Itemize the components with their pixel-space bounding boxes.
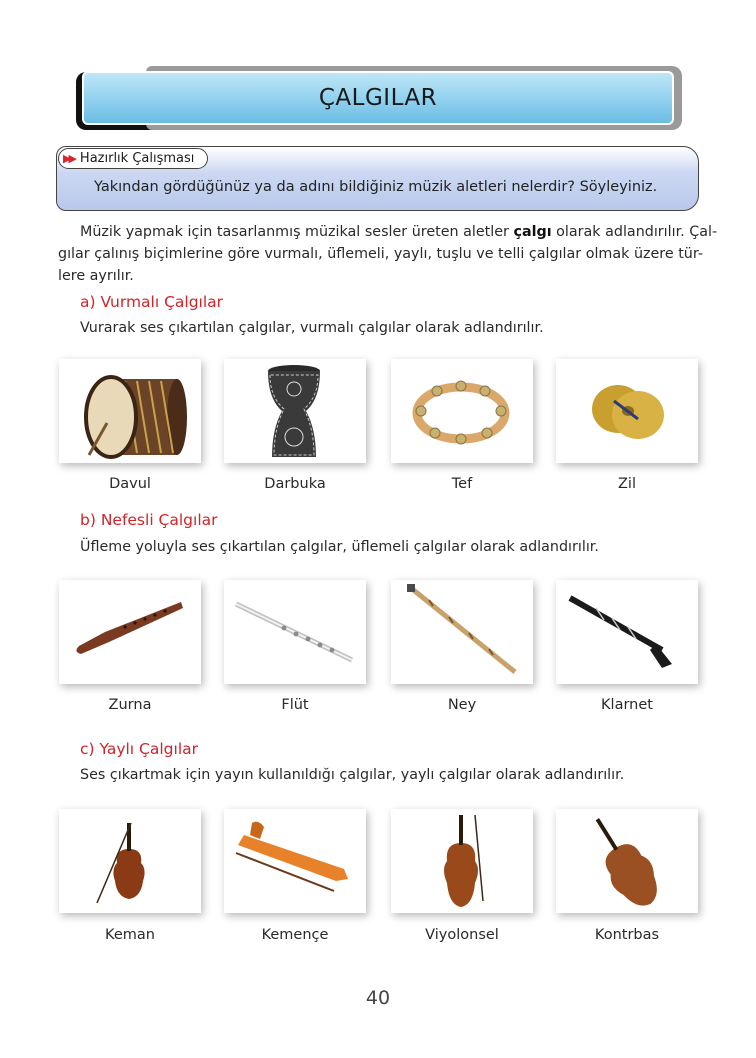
- page-number: 40: [365, 987, 391, 1009]
- caption-flut: Flüt: [281, 697, 309, 713]
- zil-cymbals-photo: [556, 359, 698, 463]
- caption-klarnet: Klarnet: [601, 697, 653, 713]
- double-arrow-icon: ▶▶: [63, 152, 74, 165]
- title-banner: [76, 66, 682, 132]
- davul-drum-photo: [59, 359, 201, 463]
- caption-kontrbas: Kontrbas: [594, 927, 660, 943]
- caption-kemence: Kemençe: [261, 927, 329, 943]
- caption-tef: Tef: [451, 476, 473, 492]
- caption-zurna: Zurna: [108, 697, 152, 713]
- section-description-nefesli: Üfleme yoluyla ses çıkartılan çalgılar, üflemeli çalgılar olarak adlandırılır.: [80, 539, 599, 555]
- intro-line-3: lere ayrılır.: [58, 268, 134, 284]
- preparation-tab: [58, 148, 208, 169]
- preparation-label: Hazırlık Çalışması: [79, 151, 195, 166]
- title-bar: [82, 71, 674, 125]
- caption-viyolonsel: Viyolonsel: [425, 927, 499, 943]
- section-heading-yayli: c) Yaylı Çalgılar: [80, 740, 198, 758]
- double-bass-photo: [556, 809, 698, 913]
- caption-keman: Keman: [105, 927, 155, 943]
- page-title: ÇALGILAR: [318, 85, 438, 111]
- section-description-vurmali: Vurarak ses çıkartılan çalgılar, vurmalı çalgılar olarak adlandırılır.: [80, 320, 544, 336]
- intro-text: olarak adlandırılır. Çal-: [551, 224, 718, 240]
- preparation-question: Yakından gördüğünüz ya da adını bildiğiniz müzik aletleri nelerdir? Söyleyiniz.: [94, 179, 658, 195]
- intro-text: Müzik yapmak için tasarlanmış müzikal sesler üreten aletler: [80, 224, 514, 240]
- caption-ney: Ney: [447, 697, 477, 713]
- ney-photo: [391, 580, 533, 684]
- intro-bold-term: çalgı: [513, 224, 552, 240]
- caption-zil: Zil: [618, 476, 636, 492]
- section-description-yayli: Ses çıkartmak için yayın kullanıldığı çalgılar, yaylı çalgılar olarak adlandırılır.: [80, 767, 625, 783]
- darbuka-photo: [224, 359, 366, 463]
- clarinet-photo: [556, 580, 698, 684]
- cello-photo: [391, 809, 533, 913]
- flute-photo: [224, 580, 366, 684]
- intro-paragraph: [58, 221, 718, 287]
- kemence-photo: [224, 809, 366, 913]
- section-heading-vurmali: a) Vurmalı Çalgılar: [80, 293, 224, 311]
- violin-photo: [59, 809, 201, 913]
- caption-darbuka: Darbuka: [264, 476, 326, 492]
- section-heading-nefesli: b) Nefesli Çalgılar: [80, 511, 218, 529]
- intro-line-2: gılar çalınış biçimlerine göre vurmalı, üflemeli, yaylı, tuşlu ve telli çalgılar olmak üzere tür-: [58, 246, 703, 262]
- caption-davul: Davul: [109, 476, 151, 492]
- zurna-photo: [59, 580, 201, 684]
- intro-line-1: [58, 221, 718, 243]
- tef-tambourine-photo: [391, 359, 533, 463]
